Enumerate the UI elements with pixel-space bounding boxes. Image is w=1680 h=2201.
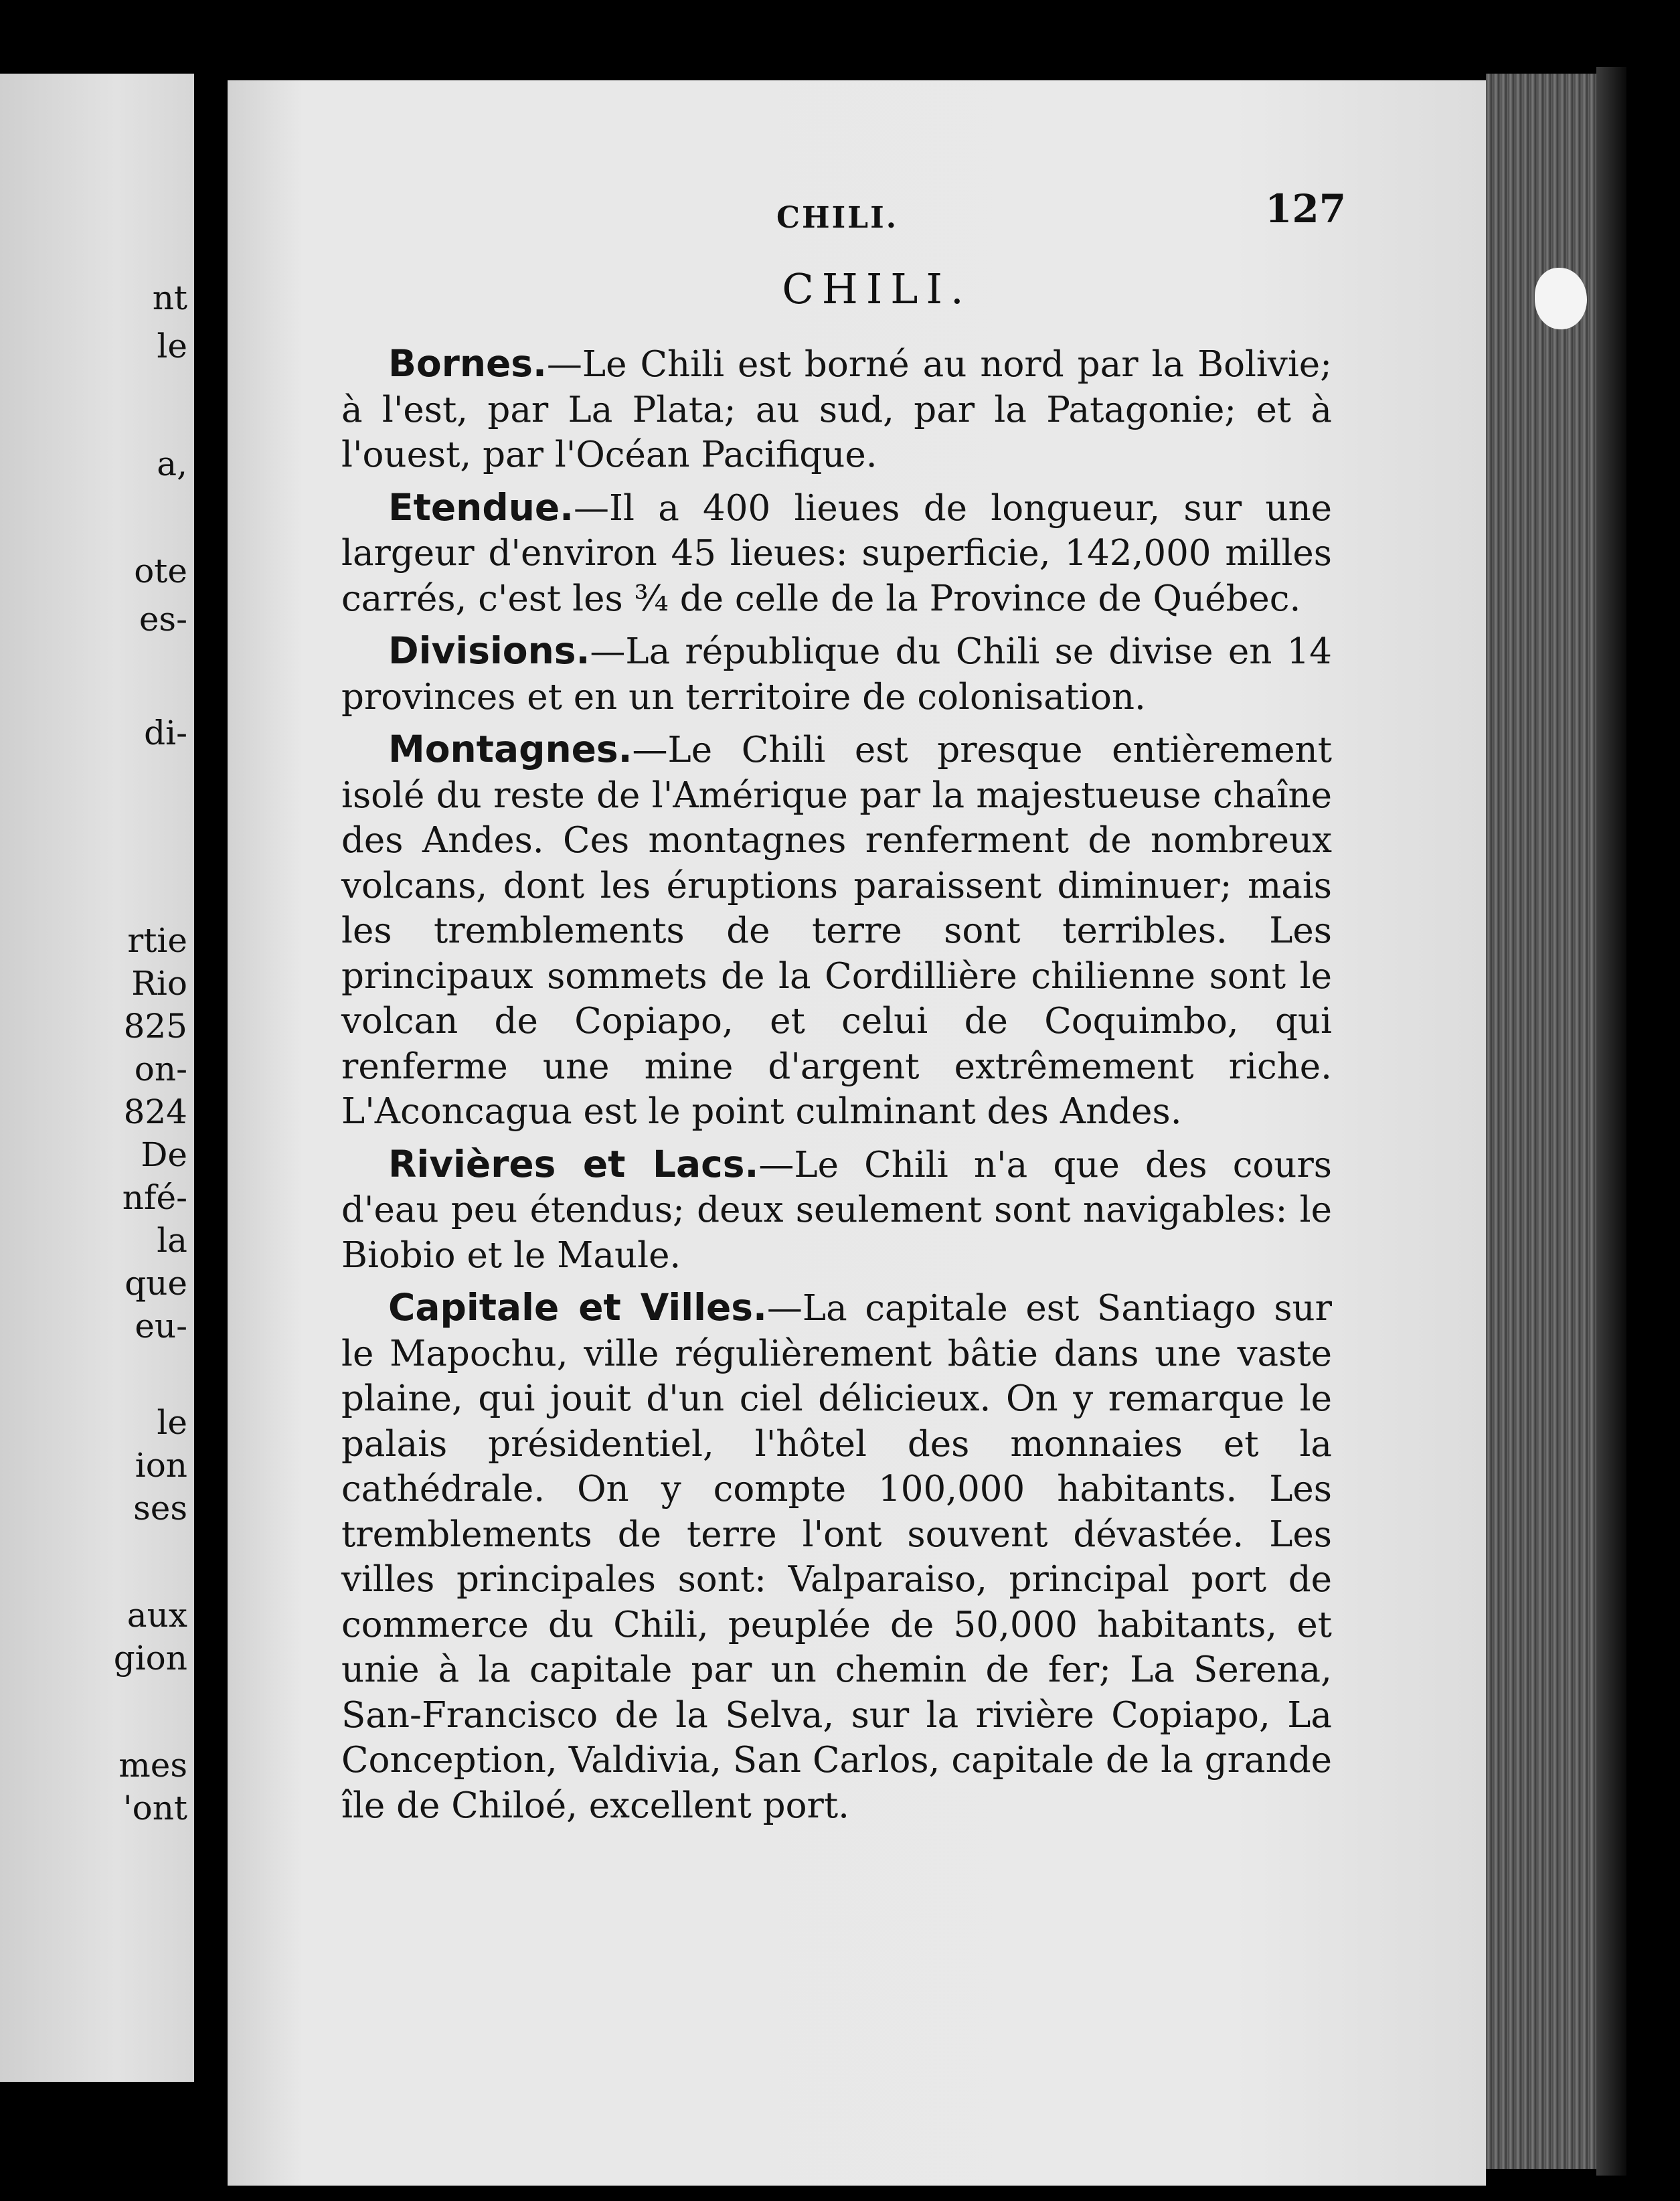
section-text: —La république du Chili se divise en 14 provinces et en un territoire de colonisation.: [341, 631, 1332, 718]
previous-page-fragment: on-: [134, 1050, 187, 1088]
section-text: —Le Chili est presque entièrement isolé du reste de l'Amérique par la majestueuse chaîne des Andes. Ces montagnes renferment de nombreux volcans, dont les éruptions paraissent diminuer; mais les tremblements de terre sont terribles. Les principaux sommets de la Cordillière chilienne sont le volcan de Copiapo, et celui de Coquimbo, qui renferme une mine d'argent extrêmement riche. L'Aconcagua est le point culminant des Andes.: [341, 730, 1332, 1132]
previous-page-fragment: le: [157, 1403, 187, 1442]
section-heading: Montagnes.: [388, 728, 633, 770]
previous-page-fragment: la: [157, 1221, 187, 1260]
previous-page-fragment: De: [141, 1135, 187, 1174]
section-rivieres: [341, 1142, 1332, 1279]
page-number: 127: [1265, 186, 1347, 232]
section-heading: Rivières et Lacs.: [388, 1142, 759, 1186]
previous-page-fragment: rtie: [127, 921, 187, 960]
section-text: —Le Chili n'a que des cours d'eau peu étendus; deux seulement sont navigables: le Biobio et le Maule.: [341, 1144, 1332, 1276]
section-heading: Etendue.: [388, 485, 574, 529]
previous-page-fragment: le: [157, 327, 187, 365]
previous-page-fragment: mes: [118, 1746, 187, 1785]
section-capitale: [341, 1285, 1332, 1828]
previous-page-fragment: eu-: [135, 1307, 187, 1346]
section-divisions: [341, 629, 1332, 720]
section-text: —La capitale est Santiago sur le Mapochu, ville régulièrement bâtie dans une vaste plaine, qui jouit d'un ciel délicieux. On y remarque le palais présidentiel, l'hôtel des monnaies et la cathédrale. On y compte 100,000 habitants. Les tremblements de terre l'ont souvent dévastée. Les villes principales sont: Valparaiso, principal port de commerce du Chili, peuplée de 50,000 habitants, et unie à la capitale par un chemin de fer; La Serena, San-Francisco de la Selva, sur la rivière Copiapo, La Conception, Valdivia, San Carlos, capitale de la grande île de Chiloé, excellent port.: [341, 1288, 1332, 1826]
section-text: —Il a 400 lieues de longueur, sur une largeur d'environ 45 lieues: superficie, 142,000 milles carrés, c'est les ¾ de celle de la Province de Québec.: [341, 487, 1332, 619]
section-etendue: [341, 485, 1332, 622]
section-heading: Divisions.: [388, 629, 590, 672]
previous-page-fragment: ion: [135, 1446, 187, 1485]
previous-page-fragment: ote: [134, 552, 187, 590]
body-text: [341, 341, 1332, 1828]
page-edge-shadow: [1596, 67, 1626, 2176]
previous-page-fragment: que: [124, 1264, 187, 1303]
section-heading: Bornes.: [388, 342, 547, 385]
previous-page-fragment: a,: [157, 444, 187, 483]
section-montagnes: [341, 727, 1332, 1135]
previous-page-fragment: aux: [127, 1596, 187, 1635]
section-text: —Le Chili est borné au nord par la Bolivie; à l'est, par La Plata; au sud, par la Patagonie; et à l'ouest, par l'Océan Pacifique.: [341, 344, 1332, 475]
running-head: CHILI.: [776, 201, 899, 235]
previous-page-fragment: nfé-: [122, 1178, 187, 1217]
page-title: CHILI.: [782, 264, 972, 313]
section-heading: Capitale et Villes.: [388, 1286, 767, 1329]
previous-page-fragment: 825: [123, 1007, 187, 1046]
previous-page-fragment: gion: [113, 1639, 187, 1678]
previous-page-fragment: es-: [139, 600, 187, 639]
previous-page-fragment: Rio: [131, 964, 187, 1003]
previous-page-fragment: nt: [152, 278, 187, 317]
previous-page-fragment: di-: [144, 714, 187, 752]
previous-page-fragment: 'ont: [122, 1789, 187, 1827]
previous-page-fragment: ses: [133, 1489, 187, 1528]
previous-page-fragment: 824: [123, 1092, 187, 1131]
section-bornes: [341, 341, 1332, 478]
page-block-edge: [1486, 74, 1596, 2169]
